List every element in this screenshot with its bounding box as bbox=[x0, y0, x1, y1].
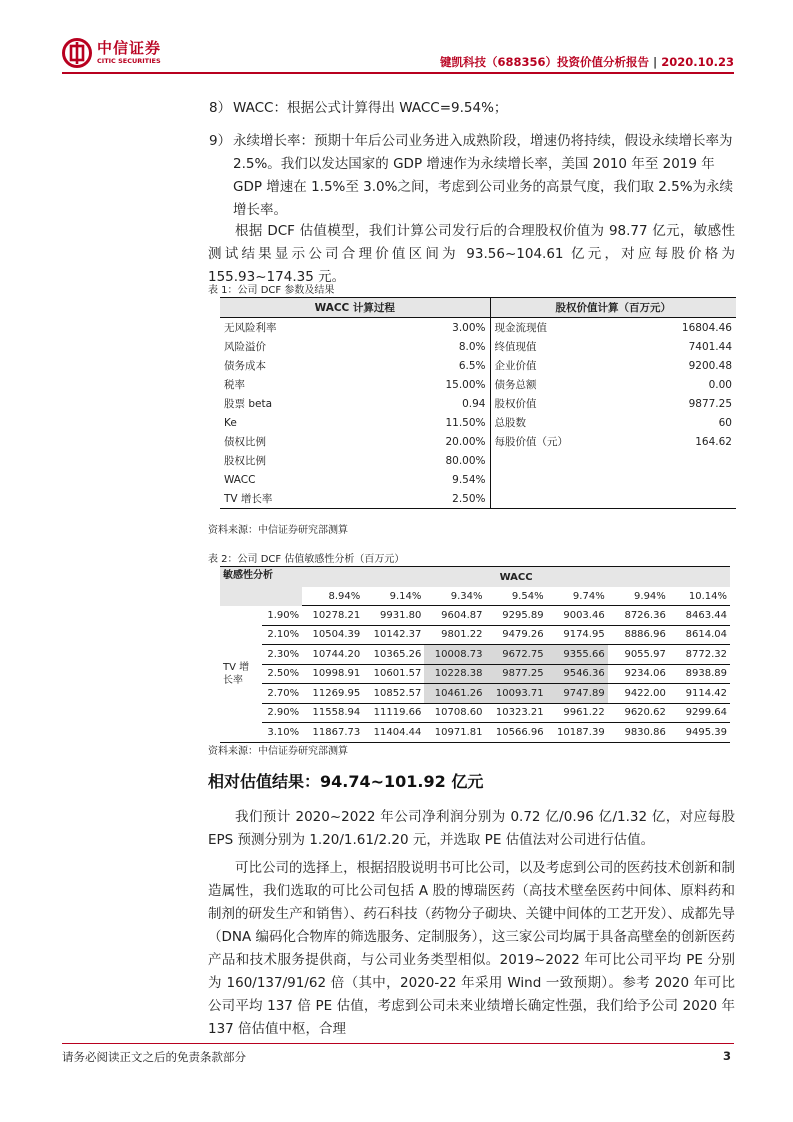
wacc-column-header: 9.74% bbox=[547, 587, 608, 606]
valuation-cell: 11558.94 bbox=[302, 703, 363, 723]
valuation-cell: 9931.80 bbox=[363, 606, 424, 626]
valuation-cell: 10744.20 bbox=[302, 645, 363, 665]
table-row bbox=[220, 684, 730, 704]
valuation-cell: 10187.39 bbox=[547, 723, 608, 743]
section-title: 相对估值结果：94.74~101.92 亿元 bbox=[208, 772, 484, 791]
valuation-cell: 10504.39 bbox=[302, 625, 363, 645]
footer-divider bbox=[62, 1043, 734, 1044]
valuation-cell: 9055.97 bbox=[608, 645, 669, 665]
table-row bbox=[220, 625, 730, 645]
wacc-param-label: 股票 beta bbox=[224, 398, 273, 410]
table-row bbox=[220, 664, 730, 684]
valuation-cell: 9299.64 bbox=[669, 703, 730, 723]
table-row bbox=[220, 318, 736, 338]
report-header-info: 键凯科技（688356）投资价值分析报告 | 2020.10.23 bbox=[439, 55, 734, 69]
valuation-cell: 8772.32 bbox=[669, 645, 730, 665]
sensitivity-table bbox=[220, 566, 730, 743]
equity-item-label bbox=[490, 470, 610, 489]
wacc-header: WACC bbox=[302, 567, 730, 588]
table-row bbox=[220, 394, 736, 413]
valuation-cell: 10278.21 bbox=[302, 606, 363, 626]
valuation-cell: 10228.38 bbox=[424, 664, 485, 684]
valuation-cell: 11119.66 bbox=[363, 703, 424, 723]
equity-item-value: 16804.46 bbox=[681, 321, 732, 334]
dcf-parameters-table bbox=[220, 297, 736, 509]
wacc-param-value: 15.00% bbox=[355, 375, 490, 394]
table-row bbox=[220, 723, 730, 743]
tv-growth-row-label: TV 增长率 bbox=[220, 606, 262, 743]
valuation-cell: 11269.95 bbox=[302, 684, 363, 704]
growth-rate-cell: 3.10% bbox=[262, 723, 302, 743]
valuation-cell: 8614.04 bbox=[669, 625, 730, 645]
footer-disclaimer: 请务必阅读正文之后的免责条款部分 bbox=[62, 1050, 246, 1064]
valuation-cell: 10008.73 bbox=[424, 645, 485, 665]
wacc-param-label: 无风险利率 bbox=[224, 322, 277, 334]
valuation-cell: 8463.44 bbox=[669, 606, 730, 626]
growth-rate-cell: 2.30% bbox=[262, 645, 302, 665]
wacc-param-value: 6.5% bbox=[355, 356, 490, 375]
equity-item-label: 股权价值 bbox=[494, 398, 537, 410]
wacc-column-header: 9.54% bbox=[485, 587, 546, 606]
equity-item-value bbox=[610, 470, 736, 489]
equity-item-value: 0.00 bbox=[708, 378, 732, 391]
table-row bbox=[220, 432, 736, 451]
valuation-cell: 10852.57 bbox=[363, 684, 424, 704]
valuation-cell: 10142.37 bbox=[363, 625, 424, 645]
table-row bbox=[220, 489, 736, 509]
equity-item-value: 7401.44 bbox=[688, 340, 732, 353]
citic-emblem-icon bbox=[62, 38, 92, 68]
equity-item-value: 9200.48 bbox=[688, 359, 732, 372]
valuation-cell: 9672.75 bbox=[485, 645, 546, 665]
comparable-paragraph: 可比公司的选择上，根据招股说明书可比公司，以及考虑到公司的医药技术创新和制造属性，我们选取的可比公司包括 A 股的博瑞医药（高技术壁垒医药中间体、原料药和制剂的研发生产和销售）、药石科技（药物分子砌块、关键中间体的工艺开发）、成都先导（DNA 编码化合物库的筛选服务、定制服务），这三家公司均属于具备高壁垒的创新医药产品和技术服务提供商，与公司业务类型相似。2019~2022 年可比公司平均 PE 分别为 160/137/91/62 倍（其中，2020-22 年采用 Wind 一致预期）。参考 2020 年可比公司平均 137 倍 PE 估值，考虑到公司未来业绩增长确定性强，我们给予公司 2020 年 137 倍估值中枢，合理 bbox=[208, 860, 735, 1037]
eps-paragraph: 我们预计 2020~2022 年公司净利润分别为 0.72 亿/0.96 亿/1.32 亿，对应每股 EPS 预测分别为 1.20/1.61/2.20 元，并选取 PE 估值法对公司进行估值。 bbox=[208, 809, 735, 848]
valuation-cell: 10093.71 bbox=[485, 684, 546, 704]
valuation-cell: 10971.81 bbox=[424, 723, 485, 743]
valuation-cell: 11404.44 bbox=[363, 723, 424, 743]
item-number: 9） bbox=[209, 133, 232, 149]
item-number: 8） bbox=[209, 100, 232, 116]
table-row bbox=[220, 337, 736, 356]
wacc-param-value: 2.50% bbox=[355, 489, 490, 509]
valuation-cell: 8938.89 bbox=[669, 664, 730, 684]
report-title: 键凯科技（688356）投资价值分析报告 bbox=[439, 55, 649, 69]
wacc-column-header: 9.94% bbox=[608, 587, 669, 606]
valuation-cell: 9747.89 bbox=[547, 684, 608, 704]
wacc-param-label: Ke bbox=[224, 416, 237, 429]
wacc-param-value: 11.50% bbox=[355, 413, 490, 432]
wacc-param-label: 风险溢价 bbox=[224, 341, 266, 353]
valuation-cell: 10461.26 bbox=[424, 684, 485, 704]
wacc-param-value: 9.54% bbox=[355, 470, 490, 489]
wacc-column-header: 10.14% bbox=[669, 587, 730, 606]
growth-rate-cell: 2.90% bbox=[262, 703, 302, 723]
equity-item-value bbox=[610, 451, 736, 470]
equity-item-label: 债务总额 bbox=[494, 379, 537, 391]
equity-item-value bbox=[610, 489, 736, 509]
valuation-cell: 9479.26 bbox=[485, 625, 546, 645]
valuation-cell: 9830.86 bbox=[608, 723, 669, 743]
report-date: 2020.10.23 bbox=[661, 55, 734, 69]
valuation-cell: 9620.62 bbox=[608, 703, 669, 723]
wacc-param-value: 20.00% bbox=[355, 432, 490, 451]
wacc-param-label: 债权比例 bbox=[224, 436, 266, 448]
table-row bbox=[220, 606, 730, 626]
list-item-growth bbox=[209, 130, 735, 222]
table-row bbox=[220, 451, 736, 470]
valuation-cell: 9546.36 bbox=[547, 664, 608, 684]
valuation-cell: 9604.87 bbox=[424, 606, 485, 626]
valuation-cell: 9174.95 bbox=[547, 625, 608, 645]
valuation-cell: 10708.60 bbox=[424, 703, 485, 723]
table1-caption: 表 1：公司 DCF 参数及结果 bbox=[208, 285, 335, 296]
equity-item-value: 164.62 bbox=[695, 435, 732, 448]
table-row bbox=[220, 645, 730, 665]
wacc-param-value: 3.00% bbox=[355, 318, 490, 338]
valuation-cell: 9495.39 bbox=[669, 723, 730, 743]
table-row bbox=[220, 356, 736, 375]
wacc-param-label: 税率 bbox=[224, 379, 245, 391]
wacc-param-value: 8.0% bbox=[355, 337, 490, 356]
table-row bbox=[220, 703, 730, 723]
logo-en-text: CITIC SECURITIES bbox=[97, 57, 161, 66]
wacc-param-label: 股权比例 bbox=[224, 455, 266, 467]
equity-item-label: 终值现值 bbox=[494, 341, 537, 353]
valuation-cell: 8886.96 bbox=[608, 625, 669, 645]
sensitivity-corner-label: 敏感性分析 bbox=[220, 567, 302, 606]
equity-item-label: 总股数 bbox=[494, 417, 526, 429]
table-row bbox=[220, 413, 736, 432]
wacc-param-value: 0.94 bbox=[355, 394, 490, 413]
wacc-param-label: WACC bbox=[224, 473, 256, 486]
page-number: 3 bbox=[722, 1049, 731, 1063]
valuation-cell: 8726.36 bbox=[608, 606, 669, 626]
valuation-cell: 9003.46 bbox=[547, 606, 608, 626]
citic-logo bbox=[62, 38, 161, 68]
logo-cn-text: 中信证券 bbox=[97, 39, 162, 58]
equity-item-label: 现金流现值 bbox=[494, 322, 547, 334]
wacc-column-header: 9.34% bbox=[424, 587, 485, 606]
header-divider bbox=[62, 72, 734, 74]
wacc-param-label: 债务成本 bbox=[224, 360, 266, 372]
valuation-cell: 9355.66 bbox=[547, 645, 608, 665]
wacc-column-header: 9.14% bbox=[363, 587, 424, 606]
valuation-cell: 9801.22 bbox=[424, 625, 485, 645]
table-row bbox=[220, 375, 736, 394]
equity-item-label bbox=[490, 489, 610, 509]
item-text: 永续增长率：预期十年后公司业务进入成熟阶段，增速仍将持续，假设永续增长率为 2.5%。我们以发达国家的 GDP 增速作为永续增长率，美国 2010 年至 2019 年 GDP 增速在 1.5%至 3.0%之间，考虑到公司业务的高景气度，我们取 2.5%为永续增长率。 bbox=[233, 133, 734, 218]
table1-source: 资料来源：中信证券研究部测算 bbox=[208, 525, 348, 536]
wacc-param-value: 80.00% bbox=[355, 451, 490, 470]
table-row bbox=[220, 470, 736, 489]
equity-item-value: 9877.25 bbox=[688, 397, 732, 410]
dcf-paragraph: 根据 DCF 估值模型，我们计算公司发行后的合理股权价值为 98.77 亿元，敏感性测试结果显示公司合理价值区间为 93.56~104.61 亿元，对应每股价格为 155.93~174.35 元。 bbox=[208, 223, 735, 285]
valuation-cell: 9422.00 bbox=[608, 684, 669, 704]
equity-item-value: 60 bbox=[718, 416, 732, 429]
valuation-cell: 9295.89 bbox=[485, 606, 546, 626]
table2-caption: 表 2：公司 DCF 估值敏感性分析（百万元） bbox=[208, 554, 405, 565]
valuation-cell: 9114.42 bbox=[669, 684, 730, 704]
valuation-cell: 10365.26 bbox=[363, 645, 424, 665]
growth-rate-cell: 2.10% bbox=[262, 625, 302, 645]
valuation-cell: 10566.96 bbox=[485, 723, 546, 743]
equity-item-label bbox=[490, 451, 610, 470]
valuation-cell: 9961.22 bbox=[547, 703, 608, 723]
valuation-cell: 9234.06 bbox=[608, 664, 669, 684]
table1-header-wacc: WACC 计算过程 bbox=[220, 298, 490, 318]
item-text: WACC：根据公式计算得出 WACC=9.54%； bbox=[233, 100, 508, 116]
valuation-cell: 10601.57 bbox=[363, 664, 424, 684]
wacc-param-label: TV 增长率 bbox=[220, 489, 355, 509]
valuation-cell: 11867.73 bbox=[302, 723, 363, 743]
table2-source: 资料来源：中信证券研究部测算 bbox=[208, 746, 348, 757]
page-header bbox=[62, 38, 734, 72]
growth-rate-cell: 2.70% bbox=[262, 684, 302, 704]
list-item-wacc bbox=[209, 97, 735, 120]
table1-header-equity: 股权价值计算（百万元） bbox=[490, 298, 736, 318]
equity-item-label: 企业价值 bbox=[494, 360, 537, 372]
valuation-cell: 9877.25 bbox=[485, 664, 546, 684]
valuation-cell: 10323.21 bbox=[485, 703, 546, 723]
growth-rate-cell: 2.50% bbox=[262, 664, 302, 684]
valuation-cell: 10998.91 bbox=[302, 664, 363, 684]
wacc-column-header: 8.94% bbox=[302, 587, 363, 606]
equity-item-label: 每股价值（元） bbox=[494, 436, 568, 448]
growth-rate-cell: 1.90% bbox=[262, 606, 302, 626]
